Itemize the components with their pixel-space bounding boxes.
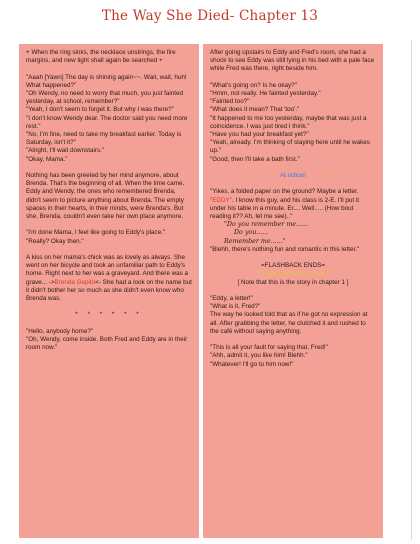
dialogue-line: "Yeah, I don't seem to forget it. But why I was there?" bbox=[26, 106, 174, 114]
letter-line: Do you...... bbox=[234, 229, 269, 237]
dialogue-line: "Hello, anybody home?" bbox=[26, 327, 94, 335]
dialogue-line: "Good, then I'll take a bath first." bbox=[210, 155, 300, 163]
scene-break-stars: * * * * * * bbox=[75, 311, 143, 319]
intro-plus: + bbox=[26, 49, 30, 56]
dialogue-line: "What does it mean? That 'too'." bbox=[210, 106, 300, 114]
dialogue-line: "Oh, Wendy, come inside. Both Fred and Eddy are in their room now." bbox=[26, 336, 188, 352]
dialogue-line: "Fainted too?" bbox=[210, 98, 250, 106]
dialogue-line: "Okay, Mama." bbox=[26, 155, 68, 163]
narration-paragraph: Nothing has been greeted by her mind anymore, about Brenda. That's the beginning of all. When the time came, Eddy and Wendy, the ones who remembered Brenda, didn't seem to picture anything about Brenda. The empty spaces in their hearts, in their minds, were Brenda's. But she, Brenda, couldn't even take her own place anymore. bbox=[26, 172, 185, 221]
narration-paragraph: After going upstairs to Eddy and Fred's room, she had a shock to see Eddy was still lying in his bed with a pale face while Fred was there, right beside him. bbox=[210, 49, 375, 73]
dialogue-line: "Eddy, a letter!" bbox=[210, 295, 253, 303]
dialogue-line: "I don't know Wendy dear. The doctor said you need more rest." bbox=[26, 114, 188, 130]
grave-name: Brenda Gepito bbox=[54, 278, 96, 286]
intro-text: When the ring sinks, the necklace unstrings, the fire margins, and new light shall again be searched + bbox=[26, 49, 176, 65]
dialogue-line: "Oh Wendy, no need to worry that much, you just fainted yesterday, at school, remember?" bbox=[26, 90, 184, 106]
dialogue-line: "Have you had your breakfast yet?" bbox=[210, 131, 309, 139]
left-column bbox=[19, 44, 199, 538]
dialogue-line: "It happened to me too yesterday, maybe that was just a coincidence. I was just tired I think." bbox=[210, 114, 367, 130]
scene-heading: * * * At school * * * bbox=[247, 172, 339, 180]
dialogue-line: "Really? Okay then." bbox=[26, 237, 84, 245]
page-margin-line bbox=[411, 40, 412, 540]
page-title: The Way She Died- Chapter 13 bbox=[101, 8, 319, 24]
letter-line: Remember me......" bbox=[224, 237, 286, 245]
narration-paragraph: "Yikes, a folded paper on the ground? Maybe a letter. "EDDY". I know this guy, and his class is 2-E. I'll put it under his table in a minute. Er.... Well..... (How bout reading it?? Ah, let me see).." bbox=[210, 188, 360, 221]
scene-label: At school bbox=[279, 172, 306, 180]
dialogue-line: "Ahh, admit it, you like him! Blehh." bbox=[210, 352, 308, 360]
chapter-note: [ Note that this is the story in chapter 1 ] bbox=[237, 278, 349, 286]
dialogue-line: "I'm done Mama, I feel like going to Eddy's place." bbox=[26, 229, 166, 237]
dialogue-line: "Hmm, not really. He fainted yesterday." bbox=[210, 90, 321, 97]
dialogue-line: "Alright, I'll wait downstairs." bbox=[26, 147, 105, 155]
dialogue-line: "Yeah, already. I'm thinking of staying here until he wakes up." bbox=[210, 139, 370, 155]
dialogue-line: "No, I'm fine, need to take my breakfast earlier. Today is Saturday, isn't it?" bbox=[26, 131, 182, 147]
dialogue-line: "What is it, Fred?" bbox=[210, 303, 261, 311]
days-after-heading: * * 3 Days After, At school * * bbox=[253, 270, 333, 278]
dialogue-line: "What's going on? Is he okay?" bbox=[210, 81, 297, 89]
dialogue-line: "This is all your fault for saying that, Fred!" bbox=[210, 344, 328, 352]
dialogue-line: "Aaah [Yawn] The day is shining again~~. Wait, wait, huh! What happened?" bbox=[26, 73, 187, 89]
narration-paragraph: A kiss on her mama's chick was as lovely as always. She went on her bicycle and took an unfamiliar path to Eddy's home. Right next to her was a graveyard. And there was a grave... ->Brenda Gepito<- She had a look on the name but it didn't bother her so much as she didn't even know who Brenda was. bbox=[26, 254, 192, 303]
dialogue-line: "Blehh, there's nothing fun and romantic in this letter." bbox=[210, 245, 360, 253]
flashback-heading: =FLASHBACK ENDS= bbox=[260, 262, 326, 270]
narration-paragraph: The way he looked told that as if he got no expression at all. After grabbing the letter, he clutched it and rushed to the café without saying anything. bbox=[210, 311, 368, 335]
dialogue-line: "Whatever! I'll go to him now!" bbox=[210, 360, 294, 368]
letter-line: "Do you remember me...... bbox=[224, 221, 309, 229]
intro-verse bbox=[26, 49, 192, 65]
letter-name: "EDDY" bbox=[210, 196, 232, 204]
right-column bbox=[203, 44, 383, 538]
